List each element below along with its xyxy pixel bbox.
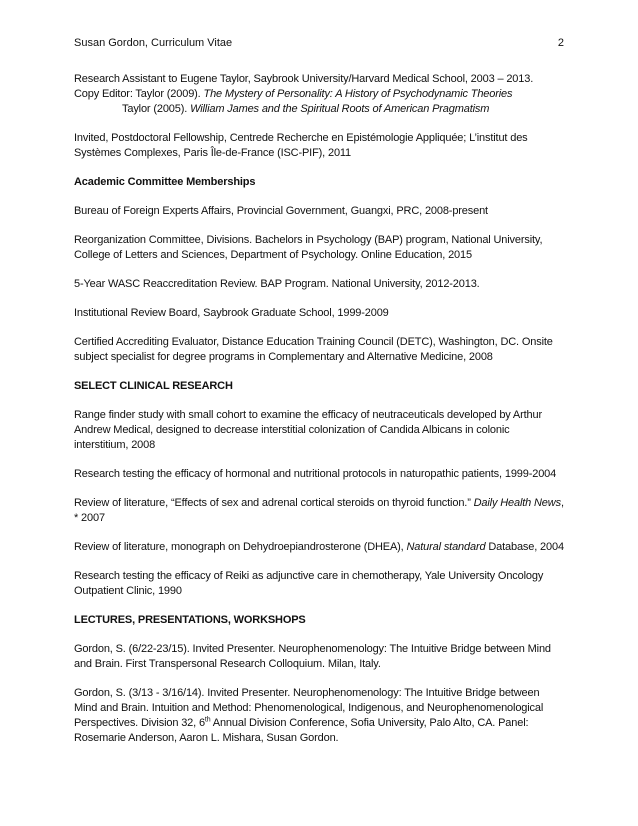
copy-editor-title-1: The Mystery of Personality: A History of Psychodynamic Theories — [203, 88, 513, 100]
committee-item: Certified Accrediting Evaluator, Distance Education Training Council (DETC), Washington, DC. Onsite subject specialist for degree programs in Complementary and Alternative Medicine, 2008 — [74, 336, 553, 363]
clinical-item3-prefix: Review of literature, “Effects of sex and adrenal cortical steroids on thyroid function.” — [74, 497, 474, 509]
lecture-item: Gordon, S. (6/22-23/15). Invited Presenter. Neurophenomenology: The Intuitive Bridge between Mind and Brain. First Transpersonal Research Colloquium. Milan, Italy. — [74, 643, 551, 670]
clinical-item: Range finder study with small cohort to examine the efficacy of neutraceuticals developed by Arthur Andrew Medical, designed to decrease interstitial colonization of Candida Albicans in colonic interstitium, 2008 — [74, 409, 542, 451]
clinical-item4-italic: Natural standard — [406, 541, 486, 553]
cv-body — [74, 72, 564, 760]
research-assistant-entry — [74, 72, 564, 117]
lecture-item2-prefix: Gordon, S. (3/13 - 3/16/14). Invited Presenter. Neurophenomenology: The Intuitive Bridge between Mind and Brain. Intuition and Method: Phenomenological, Indigenous, and Neurophenomenological Perspectives. Division 32, 6 — [74, 687, 544, 729]
clinical-heading: SELECT CLINICAL RESEARCH — [74, 380, 233, 392]
clinical-item — [74, 540, 564, 555]
clinical-item4-prefix: Review of literature, monograph on Dehydroepiandrosterone (DHEA), — [74, 541, 407, 553]
clinical-item: Research testing the efficacy of Reiki as adjunctive care in chemotherapy, Yale University Oncology Outpatient Clinic, 1990 — [74, 570, 544, 597]
header-title: Susan Gordon, Curriculum Vitae — [74, 37, 233, 49]
lectures-heading: LECTURES, PRESENTATIONS, WORKSHOPS — [74, 614, 306, 626]
lecture-item — [74, 686, 564, 746]
clinical-item4-suffix: Database, 2004 — [485, 541, 564, 553]
clinical-item3-suffix: , * 2007 — [74, 497, 564, 524]
committee-item: Bureau of Foreign Experts Affairs, Provincial Government, Guangxi, PRC, 2008-present — [74, 205, 488, 217]
clinical-item: Research testing the efficacy of hormonal and nutritional protocols in naturopathic patients, 1999-2004 — [74, 468, 557, 480]
page-number: 2 — [557, 37, 564, 49]
clinical-item — [74, 496, 564, 526]
committee-item: Reorganization Committee, Divisions. Bachelors in Psychology (BAP) program, National University, College of Letters and Sciences, Department of Psychology. Online Education, 2015 — [74, 234, 543, 261]
copy-editor-line-2 — [74, 102, 564, 117]
clinical-item3-journal: Daily Health News — [473, 497, 561, 509]
copy-editor-prefix: Copy Editor: Taylor (2009). — [74, 88, 204, 100]
committee-heading: Academic Committee Memberships — [74, 176, 256, 188]
copy-editor-title-2: William James and the Spiritual Roots of American Pragmatism — [190, 103, 490, 115]
research-assistant-line: Research Assistant to Eugene Taylor, Saybrook University/Harvard Medical School, 2003 – 2013. — [74, 73, 534, 85]
page-header — [74, 36, 564, 50]
lecture-item2-suffix: Annual Division Conference, Sofia University, Palo Alto, CA. Panel: Rosemarie Anderson, Aaron L. Mishara, Susan Gordon. — [74, 717, 529, 744]
fellowship-entry: Invited, Postdoctoral Fellowship, Centrede Recherche en Epistémologie Appliquée; L’institut des Systèmes Complexes, Paris Île-de-France (ISC-PIF), 2011 — [74, 132, 528, 159]
copy-editor-line2-prefix: Taylor (2005). — [122, 103, 191, 115]
ordinal-suffix: th — [204, 716, 211, 724]
committee-item: 5-Year WASC Reaccreditation Review. BAP Program. National University, 2012-2013. — [74, 278, 480, 290]
committee-item: Institutional Review Board, Saybrook Graduate School, 1999-2009 — [74, 307, 389, 319]
